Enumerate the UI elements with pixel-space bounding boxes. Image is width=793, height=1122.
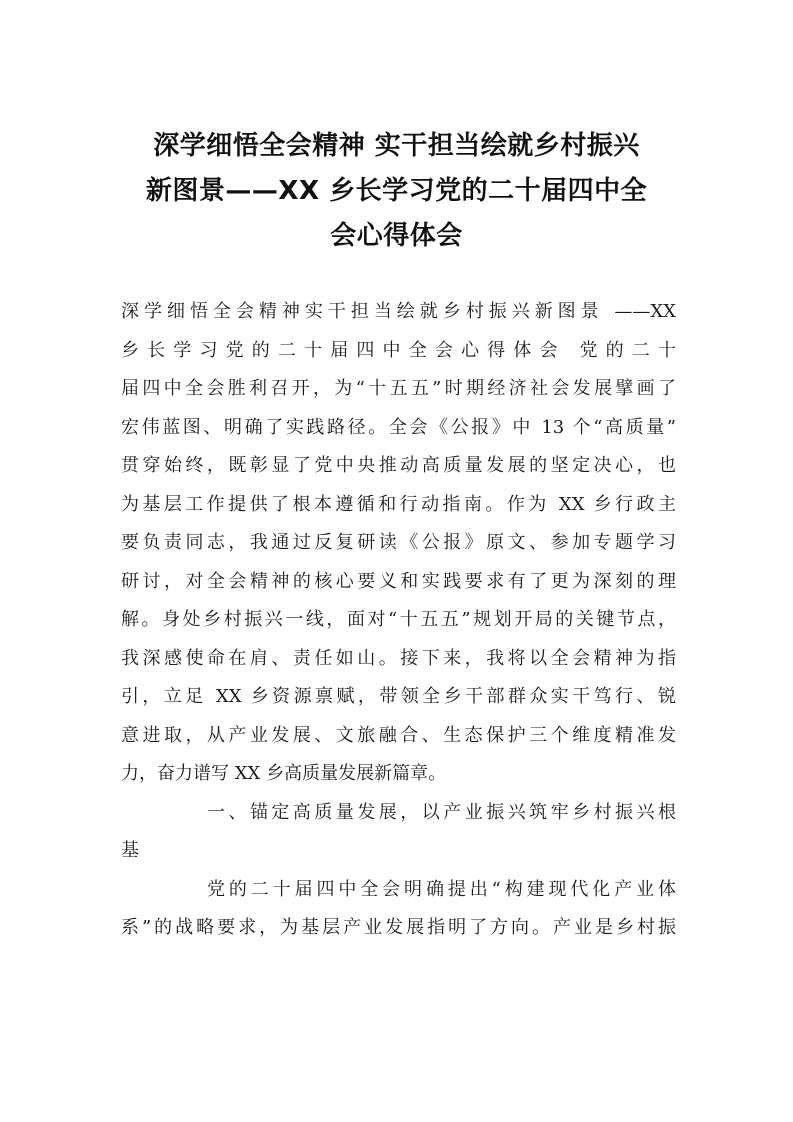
title-line: 会心得体会 [330,221,463,251]
text-line: 系”的战略要求，为基层产业发展指明了方向。产业是乡村振 [121,917,676,938]
section-heading [121,794,676,871]
text-line: 引，立足 XX 乡资源禀赋，带领全乡干部群众实干笃行、锐 [121,686,676,707]
text-line: 力，奋力谱写 XX 乡高质量发展新篇章。 [121,763,447,784]
document-body [121,293,676,948]
section-paragraph [121,871,676,948]
text-line: 一、锚定高质量发展，以产业振兴筑牢乡村振兴根 [207,801,676,823]
document-title [110,124,683,259]
intro-paragraph [121,293,676,794]
text-line: 基 [121,840,139,861]
title-line: 深学细悟全会精神 实干担当绘就乡村振兴 [153,131,640,161]
title-line: 新图景——XX 乡长学习党的二十届四中全 [145,176,648,206]
text-line: 要负责同志，我通过反复研读《公报》原文、参加专题学习 [121,532,676,553]
text-line: 意进取，从产业发展、文旅融合、生态保护三个维度精准发 [121,724,676,746]
text-line: 宏伟蓝图、明确了实践路径。全会《公报》中 13 个“高质量” [121,416,676,438]
text-line: 乡长学习党的二十届四中全会心得体会 党的二十 [121,339,676,361]
text-line: 我深感使命在肩、责任如山。接下来，我将以全会精神为指 [121,647,676,669]
text-line: 贯穿始终，既彰显了党中央推动高质量发展的坚定决心，也 [121,455,676,476]
text-line: 为基层工作提供了根本遵循和行动指南。作为 XX 乡行政主 [121,493,676,515]
text-line: 解。身处乡村振兴一线，面对“十五五”规划开局的关键节点， [121,609,676,630]
text-line: 党的二十届四中全会明确提出“构建现代化产业体 [207,878,676,900]
text-line: 研讨，对全会精神的核心要义和实践要求有了更为深刻的理 [121,570,676,592]
text-line: 届四中全会胜利召开，为“十五五”时期经济社会发展擘画了 [121,378,676,399]
text-line: 深学细悟全会精神实干担当绘就乡村振兴新图景 ——XX [121,301,676,322]
